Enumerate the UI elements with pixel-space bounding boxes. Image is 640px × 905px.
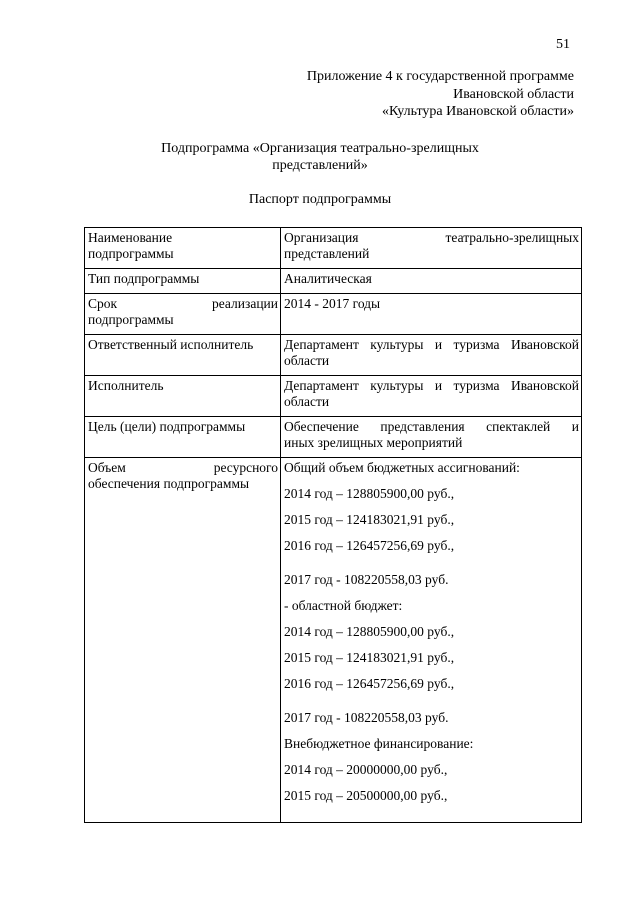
label-line: обеспечения подпрограммы: [88, 476, 250, 491]
funding-line: Общий объем бюджетных ассигнований:: [284, 460, 520, 475]
title-line: представлений»: [272, 158, 368, 173]
table-row: [85, 335, 582, 376]
funding-line: 2017 год - 108220558,03 руб.: [284, 572, 449, 587]
funding-line: 2015 год – 124183021,91 руб.,: [284, 512, 455, 527]
value-line: Департамент культуры и туризма Ивановской: [284, 337, 579, 352]
row-label: Исполнитель: [85, 376, 281, 417]
funding-line: 2015 год – 124183021,91 руб.,: [284, 650, 455, 665]
row-label: [85, 228, 281, 269]
row-value: 2014 - 2017 годы: [281, 294, 582, 335]
row-value: [281, 417, 582, 458]
row-label: [85, 458, 281, 823]
row-value: Аналитическая: [281, 269, 582, 294]
funding-line: 2014 год – 128805900,00 руб.,: [284, 486, 455, 501]
title-line: Подпрограмма «Организация театрально-зрелищных: [161, 141, 479, 156]
value-line: иных зрелищных мероприятий: [284, 435, 463, 450]
row-value: [281, 335, 582, 376]
row-value: [281, 228, 582, 269]
label-line: Срок реализации: [88, 296, 278, 311]
table-row: [85, 294, 582, 335]
subprogram-title: [0, 140, 640, 174]
table-row: [85, 376, 582, 417]
passport-table: [84, 227, 582, 823]
table-row: [85, 228, 582, 269]
table-row: [85, 269, 582, 294]
row-label: Тип подпрограммы: [85, 269, 281, 294]
funding-line: 2017 год - 108220558,03 руб.: [284, 710, 449, 725]
value-line: Обеспечение представления спектаклей и: [284, 419, 579, 434]
funding-line: Внебюджетное финансирование:: [284, 736, 474, 751]
row-label: Ответственный исполнитель: [85, 335, 281, 376]
funding-line: - областной бюджет:: [284, 598, 403, 613]
row-value: [281, 458, 582, 823]
table-row-funding: [85, 458, 582, 823]
funding-line: 2014 год – 128805900,00 руб.,: [284, 624, 455, 639]
label-line: подпрограммы: [88, 246, 174, 261]
value-line: области: [284, 353, 330, 368]
passport-title: Паспорт подпрограммы: [248, 192, 392, 207]
value-line: области: [284, 394, 330, 409]
appendix-line: Приложение 4 к государственной программе: [306, 69, 574, 84]
value-line: представлений: [284, 246, 370, 261]
row-label: Цель (цели) подпрограммы: [85, 417, 281, 458]
funding-line: 2016 год – 126457256,69 руб.,: [284, 538, 455, 553]
label-line: подпрограммы: [88, 312, 174, 327]
label-line: Наименование: [88, 230, 173, 245]
funding-line: 2014 год – 20000000,00 руб.,: [284, 762, 448, 777]
appendix-line: Ивановской области: [453, 86, 574, 102]
table-row: [85, 417, 582, 458]
label-line: Объем ресурсного: [88, 460, 278, 475]
appendix-line: «Культура Ивановской области»: [381, 104, 574, 119]
value-line: Департамент культуры и туризма Ивановской: [284, 378, 579, 393]
page-number: 51: [556, 37, 570, 52]
row-label: [85, 294, 281, 335]
funding-line: 2016 год – 126457256,69 руб.,: [284, 676, 455, 691]
row-value: [281, 376, 582, 417]
appendix-note: [307, 68, 574, 121]
value-line: Организация театрально-зрелищных: [284, 230, 579, 245]
funding-line: 2015 год – 20500000,00 руб.,: [284, 788, 448, 803]
